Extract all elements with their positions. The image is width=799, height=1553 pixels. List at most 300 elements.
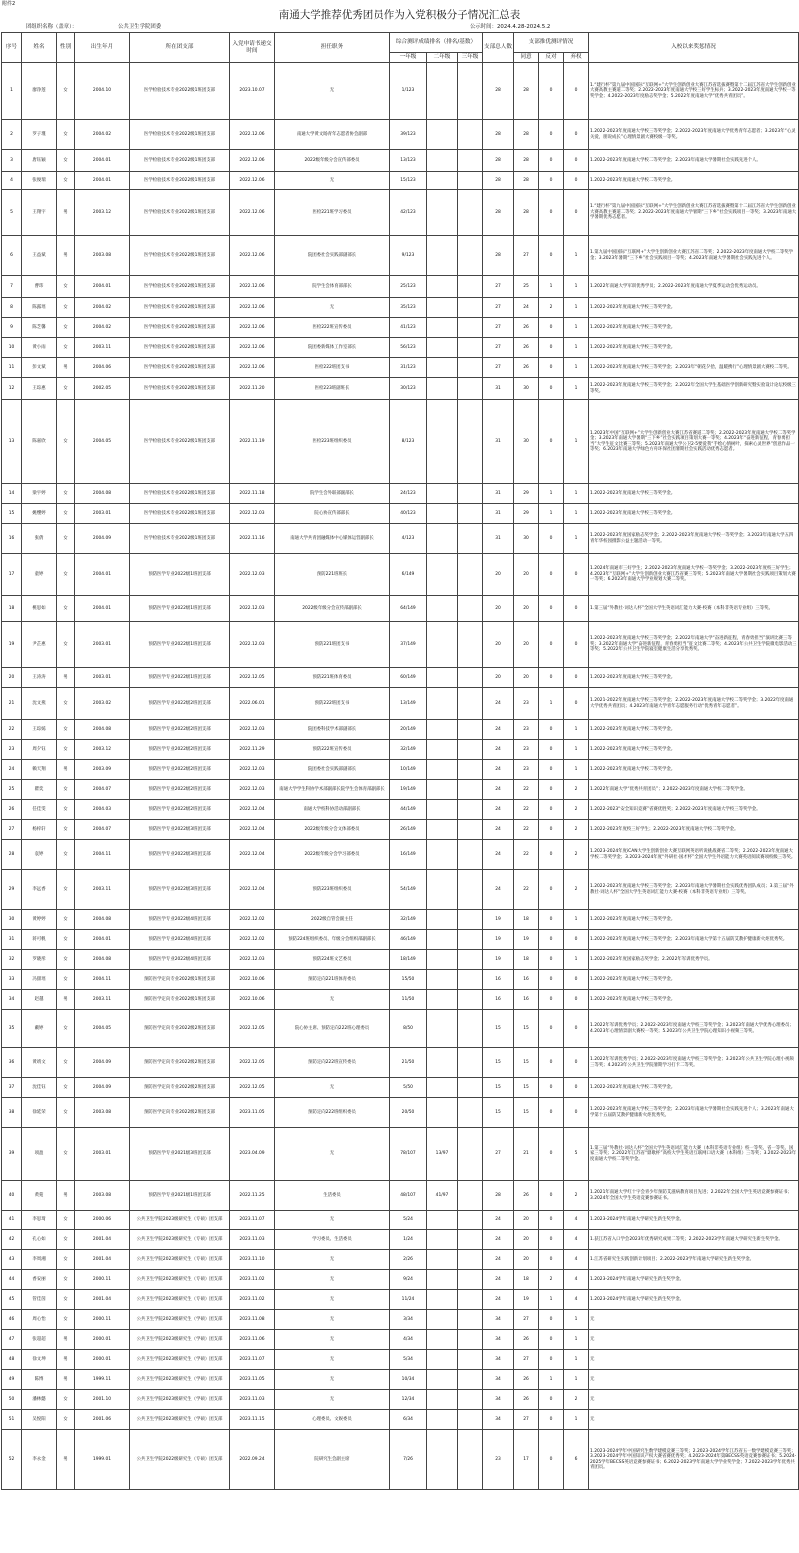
cell-total: 20: [483, 554, 514, 596]
cell-apply: 2022.12.03: [230, 950, 275, 970]
cell-agree: 26: [514, 1390, 539, 1410]
cell-total: 24: [483, 840, 514, 870]
cell-agree: 27: [514, 236, 539, 276]
cell-oppose: 0: [539, 1211, 564, 1230]
cell-birth: 2004.07: [75, 780, 130, 800]
cell-r1: 40/123: [390, 504, 427, 524]
cell-name: 徐文坤: [22, 1350, 57, 1370]
cell-awards: 无: [589, 1370, 799, 1390]
cell-r1: 5/34: [390, 1350, 427, 1370]
cell-name: 王琮嫣: [22, 720, 57, 740]
table-row: [2, 63, 799, 120]
cell-oppose: 0: [539, 190, 564, 236]
cell-total: 24: [483, 1230, 514, 1250]
table-row: [2, 1310, 799, 1330]
cell-awards: 1.2022年南通大学军训优秀学员；2.2022-2023年度南通大学夏季运动会优秀运动员。: [589, 276, 799, 298]
cell-oppose: 0: [539, 1330, 564, 1350]
table-row: [2, 1290, 799, 1310]
cell-agree: 24: [514, 298, 539, 318]
cell-no: 38: [2, 1098, 22, 1128]
cell-position: 医检221班学习委员: [275, 190, 390, 236]
header-apply: 入党申请书递交时间: [230, 33, 275, 63]
cell-birth: 2004.08: [75, 720, 130, 740]
cell-abstain: 4: [564, 1270, 589, 1290]
cell-position: 无: [275, 1290, 390, 1310]
cell-oppose: 0: [539, 668, 564, 688]
cell-no: 48: [2, 1350, 22, 1370]
cell-position: 无: [275, 1270, 390, 1290]
header-agree: 同意: [514, 53, 539, 63]
cell-branch: 预防医学专业2022级1班团支部: [130, 554, 230, 596]
cell-branch: 预防医学专业2022级3班团支部: [130, 870, 230, 910]
cell-oppose: 0: [539, 990, 564, 1010]
cell-agree: 27: [514, 1310, 539, 1330]
cell-awards: 1.2023-2024学年南通大学研究生新生奖学金。: [589, 1270, 799, 1290]
cell-abstain: 1: [564, 1310, 589, 1330]
cell-name: 赵越: [22, 990, 57, 1010]
cell-branch: 预防医学定向专业2022级2班团支部: [130, 1078, 230, 1098]
cell-name: 李周湘: [22, 1250, 57, 1270]
cell-position: 南通大学校科协活动部副部长: [275, 800, 390, 820]
cell-r3: [458, 1410, 483, 1430]
cell-branch: 公共卫生学院2023级研究生（专硕）团支部: [130, 1270, 230, 1290]
cell-position: 医检222班宣传委员: [275, 318, 390, 338]
cell-total: 24: [483, 800, 514, 820]
cell-name: 王涛涛: [22, 668, 57, 688]
header-awards: 入校以来奖惩情况: [589, 33, 799, 63]
cell-apply: 2022.11.19: [230, 400, 275, 484]
cell-agree: 23: [514, 720, 539, 740]
cell-awards: 1.2022-2023年度南通大学校三等奖学金。: [589, 990, 799, 1010]
cell-no: 5: [2, 190, 22, 236]
cell-oppose: 0: [539, 1230, 564, 1250]
cell-gender: 女: [57, 378, 75, 400]
cell-gender: 女: [57, 1078, 75, 1098]
cell-agree: 26: [514, 1330, 539, 1350]
cell-apply: 2022.12.06: [230, 298, 275, 318]
cell-r3: [458, 1181, 483, 1211]
cell-birth: 2003.01: [75, 668, 130, 688]
cell-no: 36: [2, 1048, 22, 1078]
cell-apply: 2022.12.06: [230, 276, 275, 298]
cell-abstain: 1: [564, 720, 589, 740]
cell-r1: 42/123: [390, 190, 427, 236]
header-oppose: 反对: [539, 53, 564, 63]
cell-name: 桃思如: [22, 596, 57, 622]
cell-position: 无: [275, 1250, 390, 1270]
cell-r1: 15/123: [390, 172, 427, 190]
cell-abstain: 2: [564, 870, 589, 910]
cell-branch: 预防医学专业2022级3班团支部: [130, 840, 230, 870]
cell-awards: 无: [589, 1330, 799, 1350]
cell-agree: 29: [514, 504, 539, 524]
cell-birth: 2004.11: [75, 970, 130, 990]
cell-branch: 预防医学专业2022级2班团支部: [130, 720, 230, 740]
cell-no: 40: [2, 1181, 22, 1211]
cell-branch: 医学检验技术专业2022级1班团支部: [130, 63, 230, 120]
cell-name: 唐钰颖: [22, 150, 57, 172]
cell-birth: 2004.11: [75, 840, 130, 870]
cell-no: 27: [2, 820, 22, 840]
cell-r1: 1/24: [390, 1230, 427, 1250]
table-row: [2, 800, 799, 820]
cell-abstain: 1: [564, 910, 589, 930]
cell-name: 罗晓彤: [22, 950, 57, 970]
cell-no: 31: [2, 930, 22, 950]
cell-r3: [458, 298, 483, 318]
cell-birth: 2004.01: [75, 150, 130, 172]
table-row: [2, 910, 799, 930]
cell-total: 24: [483, 1211, 514, 1230]
cell-no: 15: [2, 504, 22, 524]
cell-position: 无: [275, 298, 390, 318]
cell-agree: 26: [514, 1370, 539, 1390]
cell-no: 43: [2, 1250, 22, 1270]
table-row: [2, 298, 799, 318]
cell-no: 20: [2, 668, 22, 688]
table-row: [2, 318, 799, 338]
cell-awards: 1.2022-2023年度南通大学校三等奖学金；2.2023年南通大学暑期社会实践优秀团队成员；3.第三届“外教社·词达人杯”全国大学生英语词汇能力大赛-校赛（本科非英语专业组）三等奖。: [589, 870, 799, 910]
cell-apply: 2022.12.06: [230, 150, 275, 172]
cell-position: 2022级年级分会文体部委员: [275, 820, 390, 840]
cell-total: 28: [483, 63, 514, 120]
cell-apply: 2022.12.06: [230, 190, 275, 236]
cell-birth: 2004.01: [75, 596, 130, 622]
cell-r2: [427, 63, 458, 120]
cell-no: 11: [2, 358, 22, 378]
cell-name: 王益斌: [22, 236, 57, 276]
cell-apply: 2022.12.06: [230, 172, 275, 190]
cell-agree: 23: [514, 760, 539, 780]
cell-r1: 26/149: [390, 820, 427, 840]
table-row: [2, 190, 799, 236]
cell-position: 院团委科技学术部副部长: [275, 720, 390, 740]
cell-gender: 女: [57, 318, 75, 338]
cell-gender: 女: [57, 840, 75, 870]
cell-birth: 2004.01: [75, 554, 130, 596]
cell-r2: [427, 870, 458, 910]
cell-total: 20: [483, 668, 514, 688]
cell-r2: 13/97: [427, 1128, 458, 1181]
cell-awards: 1.2023-2024年度iCAN大学生创新创业大赛互联网英语听说挑战赛省二等奖；2.2022-2023年度南通大学校二等奖学金；3.2023-2024年度“外研社·国才杯”全国大学生外语能力大赛英语阅读赛项校级三等奖。: [589, 840, 799, 870]
cell-r2: [427, 1370, 458, 1390]
cell-awards: 1.2022-2023年度南通大学校三等奖学金；2.2023年“朝花夕拾，温暖携行”心理情景剧大赛校二等奖。: [589, 358, 799, 378]
cell-r3: [458, 276, 483, 298]
cell-r1: 19/149: [390, 780, 427, 800]
cell-birth: 2000.01: [75, 1350, 130, 1370]
cell-birth: 2000.11: [75, 1310, 130, 1330]
cell-apply: 2022.12.04: [230, 840, 275, 870]
attachment-label: 附件2: [2, 1, 16, 7]
cell-abstain: 4: [564, 1290, 589, 1310]
table-row: [2, 120, 799, 150]
cell-no: 39: [2, 1128, 22, 1181]
cell-birth: 2001.10: [75, 1390, 130, 1410]
cell-r3: [458, 622, 483, 668]
cell-no: 34: [2, 990, 22, 1010]
header-birth: 出生年月: [75, 33, 130, 63]
cell-branch: 公共卫生学院2023级研究生（学硕）团支部: [130, 1410, 230, 1430]
cell-branch: 预防医学定向专业2022级1班团支部: [130, 970, 230, 990]
cell-position: 院团委社会实践部副部长: [275, 236, 390, 276]
cell-birth: 2000.11: [75, 1270, 130, 1290]
cell-agree: 22: [514, 820, 539, 840]
cell-r2: [427, 378, 458, 400]
cell-total: 24: [483, 688, 514, 720]
cell-total: 27: [483, 318, 514, 338]
cell-abstain: 1: [564, 1350, 589, 1370]
cell-birth: 2003.02: [75, 688, 130, 720]
cell-r2: [427, 1010, 458, 1048]
cell-r1: 13/149: [390, 688, 427, 720]
cell-gender: 男: [57, 1181, 75, 1211]
cell-gender: 女: [57, 338, 75, 358]
cell-gender: 女: [57, 1250, 75, 1270]
cell-apply: 2023.11.15: [230, 1410, 275, 1430]
cell-r1: 10/34: [390, 1370, 427, 1390]
cell-r2: [427, 236, 458, 276]
cell-abstain: 1: [564, 1330, 589, 1350]
cell-position: 院学生会体育部部长: [275, 276, 390, 298]
cell-name: 蒋可帆: [22, 930, 57, 950]
cell-birth: 2004.08: [75, 484, 130, 504]
cell-apply: 2023.11.05: [230, 1098, 275, 1128]
cell-position: 院团委新媒体工作室部长: [275, 338, 390, 358]
cell-birth: 2001.04: [75, 1230, 130, 1250]
cell-no: 33: [2, 970, 22, 990]
org-label: 团组织名称（盖章）：: [26, 24, 78, 30]
cell-r3: [458, 1048, 483, 1078]
table-row: [2, 1078, 799, 1098]
cell-no: 52: [2, 1430, 22, 1490]
cell-no: 14: [2, 484, 22, 504]
cell-birth: 2004.01: [75, 930, 130, 950]
cell-position: 无: [275, 1390, 390, 1410]
cell-name: 戴婷: [22, 1010, 57, 1048]
cell-birth: 2004.09: [75, 1078, 130, 1098]
cell-apply: 2022.12.06: [230, 120, 275, 150]
cell-r2: [427, 970, 458, 990]
cell-branch: 医学检验技术专业2022级1班团支部: [130, 298, 230, 318]
cell-r2: [427, 1350, 458, 1370]
cell-no: 45: [2, 1290, 22, 1310]
cell-total: 16: [483, 990, 514, 1010]
cell-r2: [427, 190, 458, 236]
cell-birth: 2004.10: [75, 63, 130, 120]
table-row: [2, 554, 799, 596]
cell-apply: 2022.12.06: [230, 358, 275, 378]
cell-r3: [458, 236, 483, 276]
cell-apply: 2022.12.02: [230, 910, 275, 930]
cell-apply: 2023.04.09: [230, 1128, 275, 1181]
cell-abstain: 0: [564, 554, 589, 596]
cell-r2: [427, 780, 458, 800]
cell-r2: [427, 820, 458, 840]
cell-agree: 27: [514, 1410, 539, 1430]
cell-birth: 2001.04: [75, 1290, 130, 1310]
cell-branch: 预防医学专业2021级1班团支部: [130, 1181, 230, 1211]
cell-abstain: 6: [564, 1430, 589, 1490]
table-row: [2, 930, 799, 950]
cell-apply: 2022.11.16: [230, 524, 275, 554]
table-row: [2, 1211, 799, 1230]
cell-birth: 2004.01: [75, 172, 130, 190]
cell-oppose: 0: [539, 236, 564, 276]
cell-position: 无: [275, 1128, 390, 1181]
cell-awards: 1.2022-2023年度南通大学校二等奖学金。: [589, 172, 799, 190]
cell-abstain: 0: [564, 1078, 589, 1098]
cell-r1: 1/123: [390, 63, 427, 120]
cell-awards: 1.2022-2023年度国家励志奖学金；2.2022-2023年度南通大学校一等奖学金；3.2023年南通大学五四青年华校园摄影公益主题活动一等奖。: [589, 524, 799, 554]
cell-awards: 1.2022年军训优秀学员；2.2022-2023年度南通大学校三等奖学金；3.2023年南通大学优秀心理委员；4.2023年心理情景剧大赛校一等奖；5.2023年公共卫生学院心理知识小视频三等奖。: [589, 1010, 799, 1048]
cell-abstain: 0: [564, 622, 589, 668]
table-row: [2, 1128, 799, 1181]
cell-no: 37: [2, 1078, 22, 1098]
cell-gender: 女: [57, 1310, 75, 1330]
cell-gender: 男: [57, 1370, 75, 1390]
cell-name: 香安丽: [22, 1270, 57, 1290]
cell-awards: 1.第九届中国国际“互联网+”大学生创新创业大赛江苏省二等奖；2.2022-2023年度南通大学校二等奖学金；3.2023年暑期“三下乡”社会实践项目一等奖；4.2023年南通大学暑期社会实践先进个人。: [589, 236, 799, 276]
table-row: [2, 1010, 799, 1048]
cell-position: 2022级年级分会宣传部副部长: [275, 596, 390, 622]
cell-abstain: 1: [564, 378, 589, 400]
cell-awards: 无: [589, 1350, 799, 1370]
cell-awards: 1.2022-2023年度南通大学校三等奖学金；2.2022年全国大学生基础医学创新研究暨实验设计论坛校级三等奖。: [589, 378, 799, 400]
cell-total: 28: [483, 120, 514, 150]
cell-birth: 2004.08: [75, 950, 130, 970]
cell-name: 陈嘉欣: [22, 400, 57, 484]
cell-abstain: 4: [564, 1230, 589, 1250]
cell-birth: 2000.01: [75, 1330, 130, 1350]
cell-branch: 预防医学定向专业2022级2班团支部: [130, 1010, 230, 1048]
cell-apply: 2022.12.06: [230, 338, 275, 358]
cell-r1: 32/149: [390, 910, 427, 930]
cell-awards: 1.2022-2023年度国家励志奖学金；2.2022年军训优秀学员。: [589, 950, 799, 970]
cell-apply: 2022.11.20: [230, 378, 275, 400]
cell-apply: 2022.12.03: [230, 720, 275, 740]
cell-agree: 30: [514, 524, 539, 554]
cell-r3: [458, 1330, 483, 1350]
cell-r3: [458, 1270, 483, 1290]
cell-r2: [427, 338, 458, 358]
cell-position: 无: [275, 1330, 390, 1350]
cell-total: 28: [483, 150, 514, 172]
cell-oppose: 0: [539, 930, 564, 950]
cell-r3: [458, 1350, 483, 1370]
cell-name: 王琮惠: [22, 378, 57, 400]
header-rank-year3: 三年级: [458, 53, 483, 63]
cell-birth: 2003.08: [75, 236, 130, 276]
cell-no: 18: [2, 596, 22, 622]
cell-apply: 2022.10.06: [230, 990, 275, 1010]
cell-gender: 女: [57, 740, 75, 760]
header-abstain: 弃权: [564, 53, 589, 63]
cell-agree: 16: [514, 970, 539, 990]
cell-r1: 78/107: [390, 1128, 427, 1181]
cell-awards: 1.2022-2023年度南通大学校三等奖学金；2.2023年南通大学第十五届防艾教护健康新火炬优秀奖。: [589, 930, 799, 950]
cell-position: 预防定向222班宣传委员: [275, 1048, 390, 1078]
cell-birth: 2003.08: [75, 1098, 130, 1128]
cell-apply: 2023.11.07: [230, 1350, 275, 1370]
cell-r1: 44/149: [390, 800, 427, 820]
cell-r2: [427, 400, 458, 484]
cell-name: 张超超: [22, 1330, 57, 1350]
cell-r3: [458, 688, 483, 720]
cell-position: 预防224班组织委员、年级分会组织部副部长: [275, 930, 390, 950]
cell-apply: 2022.11.29: [230, 740, 275, 760]
cell-branch: 医学检验技术专业2022级1班团支部: [130, 236, 230, 276]
cell-name: 王翔宇: [22, 190, 57, 236]
cell-apply: 2023.11.03: [230, 1230, 275, 1250]
cell-gender: 女: [57, 120, 75, 150]
cell-branch: 预防医学专业2022级4班团支部: [130, 910, 230, 930]
cell-branch: 医学检验技术专业2022级1班团支部: [130, 150, 230, 172]
table-row: [2, 276, 799, 298]
cell-branch: 医学检验技术专业2022级1班团支部: [130, 276, 230, 298]
cell-agree: 22: [514, 840, 539, 870]
cell-total: 24: [483, 780, 514, 800]
cell-oppose: 0: [539, 1181, 564, 1211]
cell-apply: 2022.12.03: [230, 780, 275, 800]
cell-position: 南通大学共青团融媒体中心媒体运营副部长: [275, 524, 390, 554]
cell-apply: 2023.11.03: [230, 1390, 275, 1410]
cell-agree: 20: [514, 1211, 539, 1230]
cell-apply: 2023.11.07: [230, 1211, 275, 1230]
cell-total: 27: [483, 358, 514, 378]
cell-branch: 公共卫生学院2023级研究生（学硕）团支部: [130, 1310, 230, 1330]
cell-r1: 24/123: [390, 484, 427, 504]
cell-oppose: 0: [539, 760, 564, 780]
cell-birth: 2004.06: [75, 358, 130, 378]
cell-apply: 2022.12.03: [230, 554, 275, 596]
cell-awards: 1.2022-2023年度南通大学校三等奖学金。: [589, 970, 799, 990]
cell-r2: [427, 760, 458, 780]
cell-apply: 2022.11.25: [230, 1181, 275, 1211]
cell-gender: 男: [57, 358, 75, 378]
cell-total: 24: [483, 1290, 514, 1310]
cell-oppose: 1: [539, 688, 564, 720]
cell-name: 冯甜瑶: [22, 970, 57, 990]
cell-gender: 男: [57, 236, 75, 276]
cell-total: 34: [483, 1330, 514, 1350]
cell-oppose: 0: [539, 1310, 564, 1330]
cell-total: 28: [483, 236, 514, 276]
cell-gender: 女: [57, 1390, 75, 1410]
cell-birth: 2003.01: [75, 1128, 130, 1181]
cell-no: 46: [2, 1310, 22, 1330]
cell-total: 15: [483, 1048, 514, 1078]
cell-abstain: 2: [564, 1181, 589, 1211]
cell-abstain: 0: [564, 190, 589, 236]
cell-r1: 5/24: [390, 1211, 427, 1230]
cell-r3: [458, 970, 483, 990]
cell-r1: 6/149: [390, 554, 427, 596]
cell-apply: 2023.11.06: [230, 1330, 275, 1350]
cell-oppose: 0: [539, 1128, 564, 1181]
cell-apply: 2023.11.10: [230, 1250, 275, 1270]
cell-branch: 预防医学专业2022级4班团支部: [130, 930, 230, 950]
cell-abstain: 1: [564, 400, 589, 484]
cell-no: 51: [2, 1410, 22, 1430]
cell-apply: 2022.12.05: [230, 668, 275, 688]
cell-gender: 女: [57, 63, 75, 120]
table-row: [2, 720, 799, 740]
cell-r1: 25/123: [390, 276, 427, 298]
cell-awards: 1.江苏省研究生实践创新计划项目；2.2022-2023学年南通大学研究生新生奖学金。: [589, 1250, 799, 1270]
header-vote: 支部推优测评情况: [514, 33, 589, 53]
cell-branch: 医学检验技术专业2022级1班团支部: [130, 484, 230, 504]
cell-oppose: 0: [539, 338, 564, 358]
